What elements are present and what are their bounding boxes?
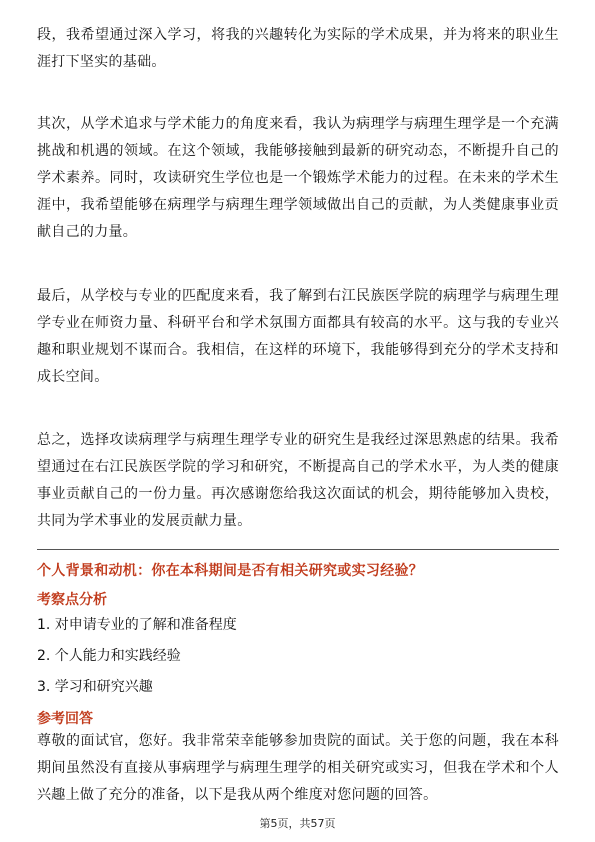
page-number: 第5页，共57页	[259, 817, 336, 830]
analysis-item: 1. 对申请专业的了解和准备程度	[37, 617, 237, 633]
analysis-heading: 考察点分析	[37, 592, 107, 608]
interview-question: 个人背景和动机：你在本科期间是否有相关研究或实习经验？	[37, 563, 424, 579]
analysis-item: 3. 学习和研究兴趣	[37, 679, 153, 695]
paragraph-intro-tail: 段，我希望通过深入学习，将我的兴趣转化为实际的学术成果，并为将来的职业生涯打下坚实的基础。	[37, 27, 559, 70]
analysis-item: 2. 个人能力和实践经验	[37, 648, 181, 664]
section-divider	[37, 549, 559, 550]
answer-paragraph: 尊敬的面试官，您好。我非常荣幸能够参加贵院的面试。关于您的问题，我在本科期间虽然没有直接从事病理学与病理生理学的相关研究或实习，但我在学术和个人兴趣上做了充分的准备，以下是我从两个维度对您问题的回答。	[37, 733, 559, 803]
paragraph-summary: 总之，选择攻读病理学与病理生理学专业的研究生是我经过深思熟虑的结果。我希望通过在右江民族医学院的学习和研究，不断提高自己的学术水平，为人类的健康事业贡献自己的一份力量。再次感谢您给我这次面试的机会，期待能够加入贵校，共同为学术事业的发展贡献力量。	[37, 432, 559, 529]
paragraph-school-match: 最后，从学校与专业的匹配度来看，我了解到右江民族医学院的病理学与病理生理学专业在师资力量、科研平台和学术氛围方面都具有较高的水平。这与我的专业兴趣和职业规划不谋而合。我相信，在这样的环境下，我能够得到充分的学术支持和成长空间。	[37, 288, 559, 385]
paragraph-academic-pursuit: 其次，从学术追求与学术能力的角度来看，我认为病理学与病理生理学是一个充满挑战和机遇的领域。在这个领域，我能够接触到最新的研究动态，不断提升自己的学术素养。同时，攻读研究生学位也是一个锻炼学术能力的过程。在未来的学术生涯中，我希望能够在病理学与病理生理学领域做出自己的贡献，为人类健康事业贡献自己的力量。	[37, 116, 559, 240]
answer-heading: 参考回答	[37, 711, 93, 727]
